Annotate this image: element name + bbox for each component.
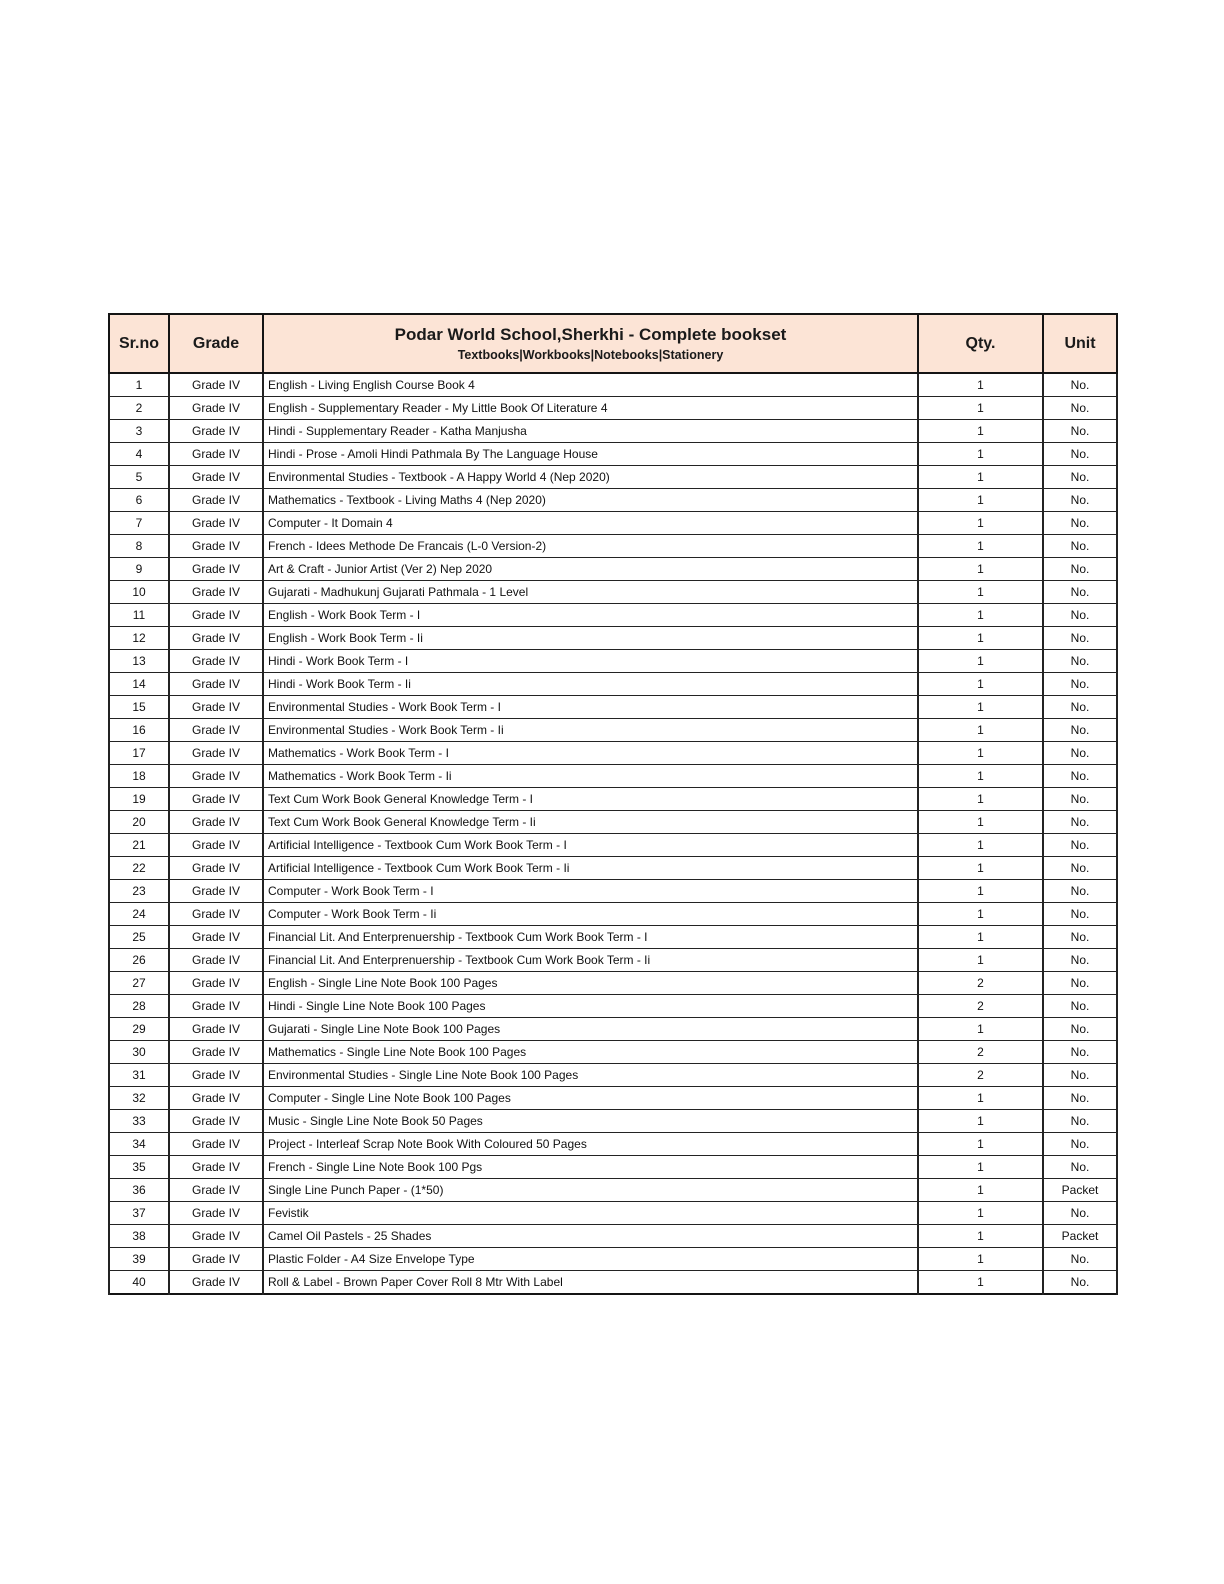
row-srno-cell: 16	[109, 719, 169, 742]
row-unit-cell: No.	[1043, 1110, 1117, 1133]
table-row	[109, 949, 1117, 972]
row-item-cell: Computer - Single Line Note Book 100 Pages	[263, 1087, 918, 1110]
table-row	[109, 535, 1117, 558]
row-srno-cell: 26	[109, 949, 169, 972]
table-row	[109, 834, 1117, 857]
row-grade-cell: Grade IV	[169, 1271, 263, 1295]
table-header	[109, 314, 1117, 373]
row-item-cell: Mathematics - Single Line Note Book 100 Pages	[263, 1041, 918, 1064]
row-grade-cell: Grade IV	[169, 489, 263, 512]
row-unit-cell: No.	[1043, 1018, 1117, 1041]
row-srno-cell: 13	[109, 650, 169, 673]
row-srno-cell: 24	[109, 903, 169, 926]
row-unit-cell: No.	[1043, 673, 1117, 696]
table-row	[109, 1156, 1117, 1179]
row-qty-cell: 1	[918, 1179, 1043, 1202]
row-grade-cell: Grade IV	[169, 995, 263, 1018]
row-item-cell: French - Idees Methode De Francais (L-0 Version-2)	[263, 535, 918, 558]
row-item-cell: Music - Single Line Note Book 50 Pages	[263, 1110, 918, 1133]
row-srno-cell: 4	[109, 443, 169, 466]
table-row	[109, 765, 1117, 788]
row-unit-cell: No.	[1043, 949, 1117, 972]
row-grade-cell: Grade IV	[169, 788, 263, 811]
row-qty-cell: 1	[918, 719, 1043, 742]
row-grade-cell: Grade IV	[169, 903, 263, 926]
table-row	[109, 512, 1117, 535]
row-unit-cell: No.	[1043, 627, 1117, 650]
row-srno-cell: 25	[109, 926, 169, 949]
table-row	[109, 1110, 1117, 1133]
row-grade-cell: Grade IV	[169, 535, 263, 558]
row-qty-cell: 1	[918, 604, 1043, 627]
row-qty-cell: 1	[918, 1202, 1043, 1225]
row-item-cell: Text Cum Work Book General Knowledge Term - I	[263, 788, 918, 811]
row-item-cell: Environmental Studies - Textbook - A Happy World 4 (Nep 2020)	[263, 466, 918, 489]
row-qty-cell: 1	[918, 673, 1043, 696]
row-item-cell: Roll & Label - Brown Paper Cover Roll 8 Mtr With Label	[263, 1271, 918, 1295]
row-qty-cell: 1	[918, 696, 1043, 719]
row-srno-cell: 1	[109, 373, 169, 397]
row-grade-cell: Grade IV	[169, 373, 263, 397]
row-qty-cell: 1	[918, 903, 1043, 926]
row-qty-cell: 1	[918, 857, 1043, 880]
row-item-cell: Hindi - Prose - Amoli Hindi Pathmala By The Language House	[263, 443, 918, 466]
row-unit-cell: No.	[1043, 834, 1117, 857]
table-row	[109, 673, 1117, 696]
row-item-cell: Computer - Work Book Term - I	[263, 880, 918, 903]
row-srno-cell: 2	[109, 397, 169, 420]
table-row	[109, 650, 1117, 673]
row-item-cell: Mathematics - Textbook - Living Maths 4 (Nep 2020)	[263, 489, 918, 512]
row-qty-cell: 1	[918, 1271, 1043, 1295]
row-qty-cell: 1	[918, 880, 1043, 903]
table-row	[109, 558, 1117, 581]
row-grade-cell: Grade IV	[169, 397, 263, 420]
row-unit-cell: No.	[1043, 558, 1117, 581]
row-qty-cell: 1	[918, 443, 1043, 466]
row-qty-cell: 1	[918, 1110, 1043, 1133]
row-unit-cell: No.	[1043, 373, 1117, 397]
table-row	[109, 581, 1117, 604]
row-qty-cell: 1	[918, 373, 1043, 397]
row-qty-cell: 1	[918, 1087, 1043, 1110]
row-qty-cell: 2	[918, 995, 1043, 1018]
row-srno-cell: 34	[109, 1133, 169, 1156]
row-grade-cell: Grade IV	[169, 880, 263, 903]
row-unit-cell: No.	[1043, 420, 1117, 443]
row-item-cell: Mathematics - Work Book Term - Ii	[263, 765, 918, 788]
row-srno-cell: 38	[109, 1225, 169, 1248]
row-unit-cell: No.	[1043, 1087, 1117, 1110]
row-grade-cell: Grade IV	[169, 926, 263, 949]
row-qty-cell: 1	[918, 535, 1043, 558]
row-unit-cell: Packet	[1043, 1225, 1117, 1248]
row-item-cell: Artificial Intelligence - Textbook Cum Work Book Term - I	[263, 834, 918, 857]
row-qty-cell: 1	[918, 466, 1043, 489]
row-item-cell: Fevistik	[263, 1202, 918, 1225]
row-grade-cell: Grade IV	[169, 581, 263, 604]
row-qty-cell: 1	[918, 1018, 1043, 1041]
row-grade-cell: Grade IV	[169, 696, 263, 719]
row-srno-cell: 18	[109, 765, 169, 788]
row-unit-cell: No.	[1043, 811, 1117, 834]
row-unit-cell: No.	[1043, 1248, 1117, 1271]
row-srno-cell: 12	[109, 627, 169, 650]
row-srno-cell: 23	[109, 880, 169, 903]
row-item-cell: English - Supplementary Reader - My Little Book Of Literature 4	[263, 397, 918, 420]
row-srno-cell: 14	[109, 673, 169, 696]
table-row	[109, 466, 1117, 489]
row-qty-cell: 1	[918, 788, 1043, 811]
row-item-cell: English - Work Book Term - I	[263, 604, 918, 627]
row-item-cell: Hindi - Single Line Note Book 100 Pages	[263, 995, 918, 1018]
row-grade-cell: Grade IV	[169, 1248, 263, 1271]
row-grade-cell: Grade IV	[169, 949, 263, 972]
row-qty-cell: 1	[918, 420, 1043, 443]
row-srno-cell: 8	[109, 535, 169, 558]
row-unit-cell: No.	[1043, 788, 1117, 811]
row-item-cell: French - Single Line Note Book 100 Pgs	[263, 1156, 918, 1179]
row-item-cell: Hindi - Work Book Term - I	[263, 650, 918, 673]
bookset-title-header	[263, 314, 918, 373]
table-row	[109, 696, 1117, 719]
row-grade-cell: Grade IV	[169, 1064, 263, 1087]
table-row	[109, 604, 1117, 627]
row-srno-cell: 11	[109, 604, 169, 627]
table-row	[109, 373, 1117, 397]
row-item-cell: Mathematics - Work Book Term - I	[263, 742, 918, 765]
row-unit-cell: No.	[1043, 443, 1117, 466]
row-qty-cell: 2	[918, 1064, 1043, 1087]
row-qty-cell: 1	[918, 1248, 1043, 1271]
row-srno-cell: 37	[109, 1202, 169, 1225]
row-grade-cell: Grade IV	[169, 1225, 263, 1248]
row-unit-cell: No.	[1043, 466, 1117, 489]
row-srno-cell: 36	[109, 1179, 169, 1202]
table-row	[109, 719, 1117, 742]
row-grade-cell: Grade IV	[169, 466, 263, 489]
row-qty-cell: 1	[918, 512, 1043, 535]
row-grade-cell: Grade IV	[169, 512, 263, 535]
row-grade-cell: Grade IV	[169, 719, 263, 742]
row-unit-cell: Packet	[1043, 1179, 1117, 1202]
grade-column-header: Grade	[169, 314, 263, 373]
row-unit-cell: No.	[1043, 903, 1117, 926]
row-unit-cell: No.	[1043, 489, 1117, 512]
table-row	[109, 1064, 1117, 1087]
row-item-cell: Gujarati - Single Line Note Book 100 Pages	[263, 1018, 918, 1041]
row-srno-cell: 22	[109, 857, 169, 880]
table-row	[109, 811, 1117, 834]
row-qty-cell: 1	[918, 834, 1043, 857]
row-grade-cell: Grade IV	[169, 558, 263, 581]
row-unit-cell: No.	[1043, 397, 1117, 420]
table-row	[109, 857, 1117, 880]
row-item-cell: Project - Interleaf Scrap Note Book With Coloured 50 Pages	[263, 1133, 918, 1156]
row-unit-cell: No.	[1043, 1156, 1117, 1179]
row-grade-cell: Grade IV	[169, 627, 263, 650]
row-item-cell: Artificial Intelligence - Textbook Cum Work Book Term - Ii	[263, 857, 918, 880]
row-srno-cell: 21	[109, 834, 169, 857]
row-grade-cell: Grade IV	[169, 604, 263, 627]
row-unit-cell: No.	[1043, 995, 1117, 1018]
row-grade-cell: Grade IV	[169, 1110, 263, 1133]
bookset-subtitle: Textbooks|Workbooks|Notebooks|Stationery	[457, 347, 724, 362]
row-srno-cell: 7	[109, 512, 169, 535]
row-srno-cell: 20	[109, 811, 169, 834]
table-row	[109, 1179, 1117, 1202]
row-unit-cell: No.	[1043, 581, 1117, 604]
row-unit-cell: No.	[1043, 650, 1117, 673]
row-grade-cell: Grade IV	[169, 811, 263, 834]
row-item-cell: Hindi - Work Book Term - Ii	[263, 673, 918, 696]
row-qty-cell: 1	[918, 558, 1043, 581]
row-unit-cell: No.	[1043, 926, 1117, 949]
row-unit-cell: No.	[1043, 535, 1117, 558]
table-row	[109, 420, 1117, 443]
row-qty-cell: 1	[918, 811, 1043, 834]
row-qty-cell: 1	[918, 949, 1043, 972]
table-row	[109, 1087, 1117, 1110]
row-item-cell: Art & Craft - Junior Artist (Ver 2) Nep 2020	[263, 558, 918, 581]
row-unit-cell: No.	[1043, 719, 1117, 742]
row-item-cell: English - Work Book Term - Ii	[263, 627, 918, 650]
row-unit-cell: No.	[1043, 742, 1117, 765]
table-row	[109, 489, 1117, 512]
row-grade-cell: Grade IV	[169, 972, 263, 995]
row-srno-cell: 17	[109, 742, 169, 765]
row-srno-cell: 15	[109, 696, 169, 719]
row-grade-cell: Grade IV	[169, 650, 263, 673]
row-grade-cell: Grade IV	[169, 1087, 263, 1110]
row-qty-cell: 1	[918, 650, 1043, 673]
row-item-cell: Gujarati - Madhukunj Gujarati Pathmala - 1 Level	[263, 581, 918, 604]
row-grade-cell: Grade IV	[169, 1018, 263, 1041]
table-row	[109, 788, 1117, 811]
row-item-cell: Environmental Studies - Work Book Term - I	[263, 696, 918, 719]
row-grade-cell: Grade IV	[169, 765, 263, 788]
row-unit-cell: No.	[1043, 512, 1117, 535]
row-unit-cell: No.	[1043, 604, 1117, 627]
row-item-cell: Hindi - Supplementary Reader - Katha Manjusha	[263, 420, 918, 443]
row-unit-cell: No.	[1043, 765, 1117, 788]
row-srno-cell: 40	[109, 1271, 169, 1295]
row-grade-cell: Grade IV	[169, 1041, 263, 1064]
row-grade-cell: Grade IV	[169, 1202, 263, 1225]
table-row	[109, 1248, 1117, 1271]
table-row	[109, 1041, 1117, 1064]
row-unit-cell: No.	[1043, 1133, 1117, 1156]
row-item-cell: Environmental Studies - Work Book Term - Ii	[263, 719, 918, 742]
row-qty-cell: 1	[918, 742, 1043, 765]
table-row	[109, 627, 1117, 650]
row-srno-cell: 35	[109, 1156, 169, 1179]
row-unit-cell: No.	[1043, 857, 1117, 880]
row-item-cell: Financial Lit. And Enterprenuership - Textbook Cum Work Book Term - Ii	[263, 949, 918, 972]
row-srno-cell: 10	[109, 581, 169, 604]
row-item-cell: Computer - Work Book Term - Ii	[263, 903, 918, 926]
table-row	[109, 880, 1117, 903]
booklist-body	[109, 373, 1117, 1294]
row-unit-cell: No.	[1043, 1041, 1117, 1064]
srno-column-header: Sr.no	[109, 314, 169, 373]
row-srno-cell: 28	[109, 995, 169, 1018]
row-grade-cell: Grade IV	[169, 1156, 263, 1179]
row-srno-cell: 19	[109, 788, 169, 811]
row-unit-cell: No.	[1043, 1271, 1117, 1295]
row-srno-cell: 3	[109, 420, 169, 443]
row-qty-cell: 1	[918, 765, 1043, 788]
row-item-cell: Text Cum Work Book General Knowledge Term - Ii	[263, 811, 918, 834]
row-unit-cell: No.	[1043, 972, 1117, 995]
row-unit-cell: No.	[1043, 1064, 1117, 1087]
row-srno-cell: 39	[109, 1248, 169, 1271]
row-item-cell: Single Line Punch Paper - (1*50)	[263, 1179, 918, 1202]
row-qty-cell: 1	[918, 1225, 1043, 1248]
bookset-title: Podar World School,Sherkhi - Complete bookset	[394, 324, 787, 344]
row-item-cell: Computer - It Domain 4	[263, 512, 918, 535]
row-srno-cell: 30	[109, 1041, 169, 1064]
row-qty-cell: 1	[918, 397, 1043, 420]
row-unit-cell: No.	[1043, 696, 1117, 719]
row-qty-cell: 1	[918, 489, 1043, 512]
row-grade-cell: Grade IV	[169, 420, 263, 443]
row-grade-cell: Grade IV	[169, 673, 263, 696]
row-item-cell: English - Living English Course Book 4	[263, 373, 918, 397]
row-srno-cell: 29	[109, 1018, 169, 1041]
table-row	[109, 995, 1117, 1018]
row-grade-cell: Grade IV	[169, 1179, 263, 1202]
table-row	[109, 742, 1117, 765]
row-qty-cell: 2	[918, 1041, 1043, 1064]
qty-column-header: Qty.	[918, 314, 1043, 373]
row-item-cell: English - Single Line Note Book 100 Pages	[263, 972, 918, 995]
table-row	[109, 1271, 1117, 1295]
table-row	[109, 1225, 1117, 1248]
table-row	[109, 926, 1117, 949]
unit-column-header: Unit	[1043, 314, 1117, 373]
row-item-cell: Plastic Folder - A4 Size Envelope Type	[263, 1248, 918, 1271]
booklist-table	[108, 313, 1118, 1295]
table-row	[109, 397, 1117, 420]
row-srno-cell: 33	[109, 1110, 169, 1133]
row-unit-cell: No.	[1043, 1202, 1117, 1225]
row-srno-cell: 32	[109, 1087, 169, 1110]
row-srno-cell: 9	[109, 558, 169, 581]
table-row	[109, 903, 1117, 926]
row-srno-cell: 27	[109, 972, 169, 995]
row-srno-cell: 6	[109, 489, 169, 512]
row-qty-cell: 1	[918, 581, 1043, 604]
row-unit-cell: No.	[1043, 880, 1117, 903]
row-srno-cell: 31	[109, 1064, 169, 1087]
row-qty-cell: 1	[918, 926, 1043, 949]
row-grade-cell: Grade IV	[169, 1133, 263, 1156]
table-row	[109, 972, 1117, 995]
row-qty-cell: 2	[918, 972, 1043, 995]
row-grade-cell: Grade IV	[169, 443, 263, 466]
row-grade-cell: Grade IV	[169, 857, 263, 880]
table-row	[109, 1202, 1117, 1225]
row-qty-cell: 1	[918, 627, 1043, 650]
table-row	[109, 1018, 1117, 1041]
row-srno-cell: 5	[109, 466, 169, 489]
row-item-cell: Camel Oil Pastels - 25 Shades	[263, 1225, 918, 1248]
row-item-cell: Environmental Studies - Single Line Note Book 100 Pages	[263, 1064, 918, 1087]
row-grade-cell: Grade IV	[169, 742, 263, 765]
row-qty-cell: 1	[918, 1156, 1043, 1179]
row-grade-cell: Grade IV	[169, 834, 263, 857]
row-item-cell: Financial Lit. And Enterprenuership - Textbook Cum Work Book Term - I	[263, 926, 918, 949]
row-qty-cell: 1	[918, 1133, 1043, 1156]
table-row	[109, 443, 1117, 466]
table-row	[109, 1133, 1117, 1156]
